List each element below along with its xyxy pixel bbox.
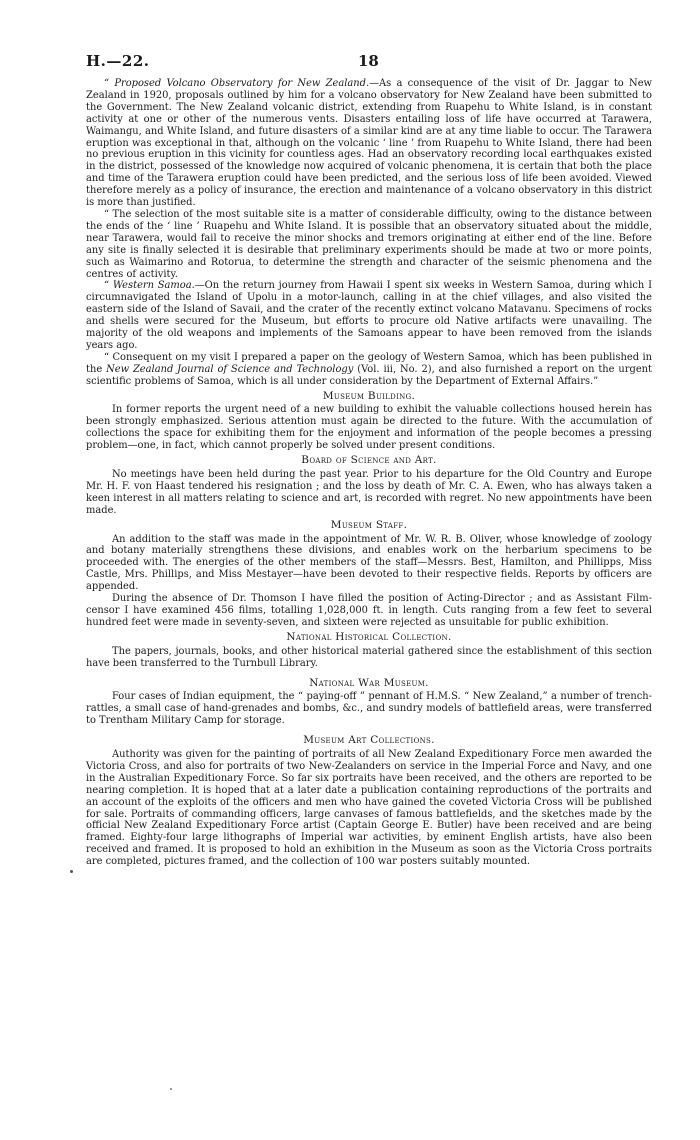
samoa-paragraph [86,280,652,351]
art-paragraph: Authority was given for the painting of portraits of all New Zealand Expeditionary Force men awarded the Victoria Cross, and also for portraits of two New-Zealanders on service in the Imperial Force and Navy, and one in the Australian Expeditionary Force. So far six portraits have been received, and the others are reported to be nearing completion. It is hoped that at a later date a publication containing reproductions of the portraits and an account of the exploits of the officers and men who have gained the coveted Victoria Cross will be published for sale. Portraits of commanding officers, large canvases of famous battlefields, and the sketches made by the official New Zealand Expeditionary Force artist (Captain George E. Butler) have been received and are being framed. Eighty-four large lithographs of Imperial war activities, by eminent English artists, have also been received and framed. It is proposed to hold an exhibition in the Museum as soon as the Victoria Cross portraits are completed, pictures framed, and the collection of 100 war posters suitably mounted. [86,749,652,868]
museum-building-paragraph: In former reports the urgent need of a new building to exhibit the valuable collections housed herein has been strongly emphasized. Serious attention must again be directed to the future. With the accumulation of collections the space for exhibiting them for the enjoyment and information of the people becomes a pressing problem—one, in fact, which cannot properly be solved under present conditions. [86,404,652,452]
report-reference: H.—22. [86,52,150,70]
art-heading: Museum Art Collections. [303,734,435,747]
historical-paragraph: The papers, journals, books, and other historical material gathered since the establishment of this section have been transferred to the Turnbull Library. [86,645,652,669]
footer-ink-dot [170,1088,172,1090]
historical-heading: National Historical Collection. [286,630,452,643]
samoa-heading: “ Western Samoa. [104,280,195,292]
museum-building-heading: Museum Building. [322,389,416,402]
document-body [86,78,652,868]
volcano-heading: “ Proposed Volcano Observatory for New Zealand. [104,78,370,89]
staff-censor-paragraph: During the absence of Dr. Thomson I have filled the position of Acting-Director ; and as Assistant Film-censor I have examined 456 films, totalling 1,028,000 ft. in length. Cuts ranging from a few feet to several hundred feet were made in seventy-seven, and sixteen were rejected as unsuitable for public exhibition. [86,593,652,628]
war-museum-heading: National War Museum. [309,676,429,689]
volcano-paragraph [86,78,652,209]
board-paragraph: No meetings have been held during the past year. Prior to his departure for the Old Country and Europe Mr. H. F. von Haast tendered his resignation ; and the loss by death of Mr. C. A. Ewen, who has always taken a keen interest in all matters relating to science and art, is recorded with regret. No new appointments have been made. [86,469,652,516]
samoa-text: —On the return journey from Hawaii I spent six weeks in Western Samoa, during which I circumnavigated the Island of Upolu in a motor-launch, calling in at the chief villages, and also visited the eastern side of the Island of Savaii, and the crater of the recently extinct volcano Matavanu. Specimens of rocks and shells were secured for the Museum, but efforts to procure old Native artifacts were unavailing. The majority of the old weapons and implements of the Samoans appear to have been removed from the islands years ago. [86,280,652,351]
war-museum-paragraph: Four cases of Indian equipment, the “ paying-off ” pennant of H.M.S. “ New Zealand,” a number of trench-rattles, a small case of hand-grenades and bombs, &c., and sundry models of battlefield areas, were transferred to Trentham Military Camp for storage. [86,691,652,727]
samoa-report-text-b: (Vol. iii, No. 2), and also furnished a report on the urgent scientific problems of Samoa, which is all under consideration by the Department of External Affairs.” [86,363,653,387]
volcano-text: —As a consequence of the visit of Dr. Jaggar to New Zealand in 1920, proposals outlined by him for a volcano observatory for New Zealand have been submitted to the Government. The New Zealand volcanic district, extending from Ruapehu to White Island, is in constant activity at one or other of the numerous vents. Disasters entailing loss of life have occurred at Tarawera, Waimangu, and White Island, and future disasters of a similar kind are at any time liable to occur. The Tarawera eruption was exceptional in that, although on the volcanic ‘ line ’ from Ruapehu to White Island, there had been no previous eruption in this vicinity for countless ages. Had an observatory recording local earthquakes existed in the district, possessed of the knowledge now acquired of volcanic phenomena, it is certain that both the place and time of the Tarawera eruption could have been predicted, and the serious loss of life been avoided. Viewed therefore merely as a policy of insurance, the erection and maintenance of a volcano observatory in this district is more than justified. [86,78,652,209]
volcano-site-paragraph: “ The selection of the most suitable site is a matter of considerable difficulty, owing to the distance between the ends of the ‘ line ’ Ruapehu and White Island. It is possible that an observatory situated about the middle, near Tarawera, would fail to receive the minor shocks and tremors originating at either end of the line. Before any site is finally selected it is desirable that preliminary experiments should be made at two or more points, such as Waimarino and Rotorua, to determine the strength and character of the seismic phenomena and the centres of activity. [86,208,652,280]
page-header [86,52,652,72]
staff-paragraph: An addition to the staff was made in the appointment of Mr. W. R. B. Oliver, whose knowledge of zoology and botany materially strengthens these divisions, and enables work on the herbarium specimens to be proceeded with. The energies of the other members of the staff—Messrs. Best, Hamilton, and Phillipps, Miss Castle, Mrs. Phillips, and Miss Mestayer—have been devoted to their respective fields. Reports by officers are appended. [86,533,652,593]
page-number: 18 [358,52,379,70]
board-heading: Board of Science and Art. [301,454,437,467]
staff-heading: Museum Staff. [330,518,408,531]
samoa-report-paragraph [86,352,652,388]
margin-ink-dot [70,870,73,873]
samoa-report-text-a: “ Consequent on my visit I prepared a paper on the geology of Western Samoa, which has been published in the [86,351,652,375]
journal-title: New Zealand Journal of Science and Technology [106,363,354,375]
